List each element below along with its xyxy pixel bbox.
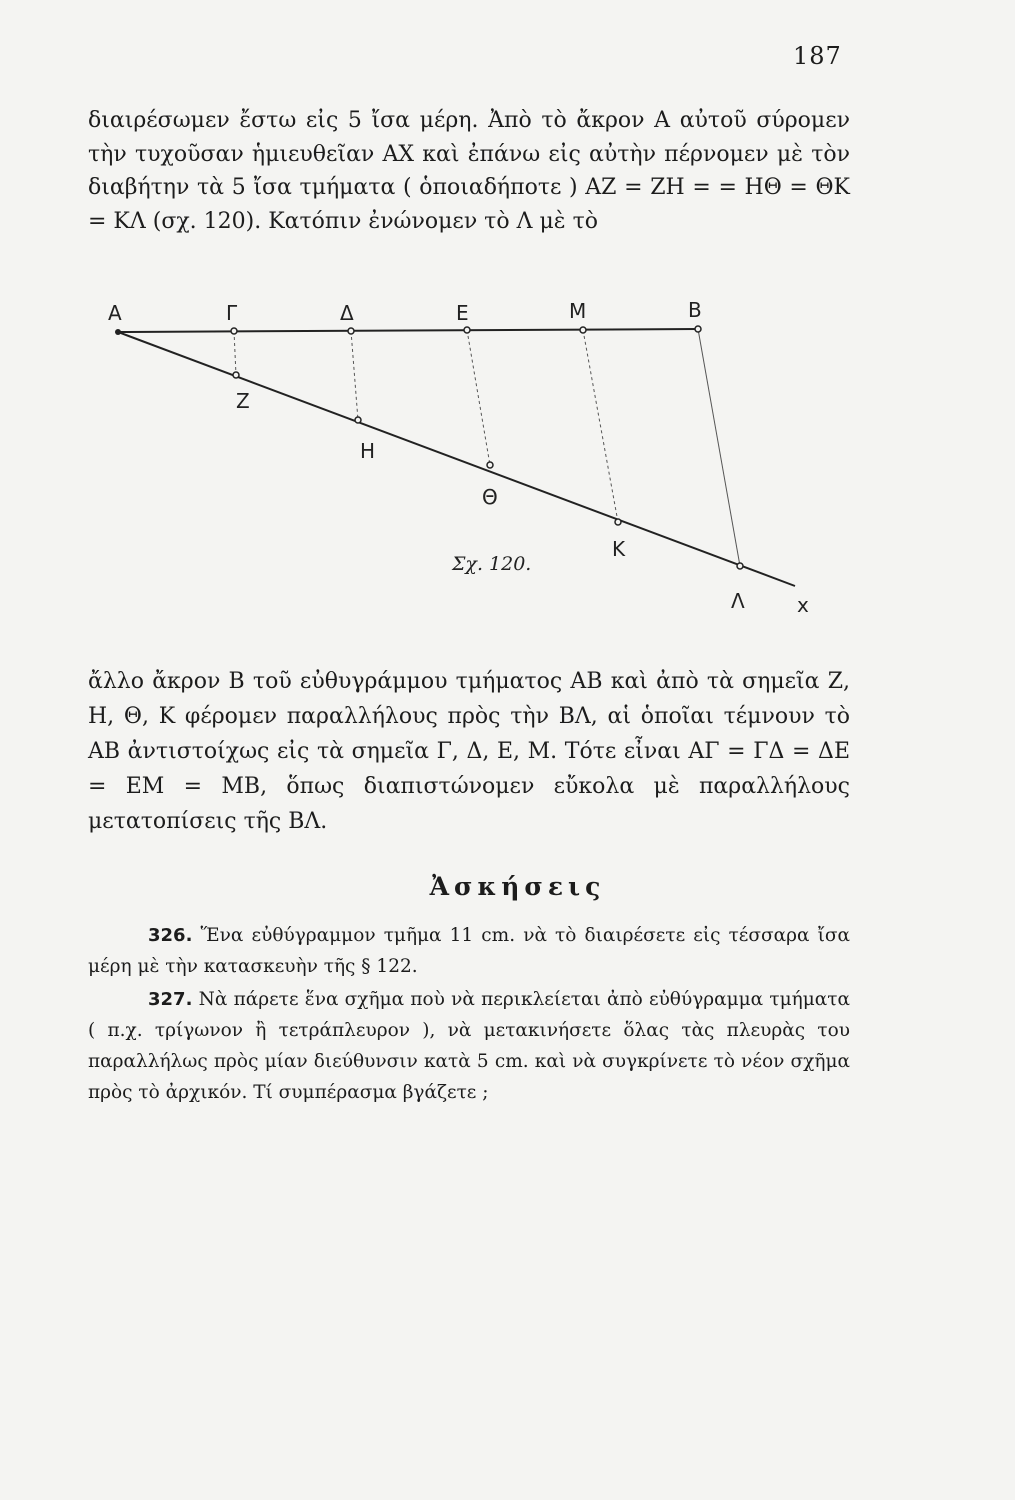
point-a <box>115 329 121 335</box>
exercise-text: Ἕνα εὐθύγραμμον τμῆμα 11 cm. νὰ τὸ διαιρέσετε εἰς τέσσαρα ἴσα μέρη μὲ τὴν κατασκευὴν τῆς § 122. <box>88 925 850 977</box>
exercise-number: 326. <box>148 925 193 946</box>
figure-caption: Σχ. 120. <box>452 553 532 575</box>
parallel-line-zg <box>234 331 236 375</box>
point-e <box>464 327 470 333</box>
label-h: Η <box>360 439 376 463</box>
parallel-line-te <box>467 330 490 465</box>
exercise-item <box>88 920 850 982</box>
label-k: Κ <box>612 537 626 561</box>
ray-ax <box>118 332 795 586</box>
point-b <box>695 326 701 332</box>
label-m: Μ <box>569 299 587 323</box>
point-z <box>233 372 239 378</box>
label-b: Β <box>688 298 702 322</box>
exercise-number: 327. <box>148 989 193 1010</box>
label-e: Ε <box>456 301 469 325</box>
parallel-line-km <box>583 330 618 522</box>
segment-ab <box>118 329 698 332</box>
label-theta: Θ <box>482 485 498 509</box>
label-lambda: Λ <box>731 589 745 613</box>
page-number: 187 <box>793 42 842 70</box>
point-d <box>348 328 354 334</box>
figure-diagram <box>0 290 1015 630</box>
after-paragraph <box>88 664 850 839</box>
label-d: Δ <box>340 301 354 325</box>
label-a: Α <box>108 301 122 325</box>
point-h <box>355 417 361 423</box>
point-theta <box>487 462 493 468</box>
exercises-heading: Ἀσκήσεις <box>429 872 606 901</box>
figure-120 <box>0 290 1015 630</box>
line-b-lambda <box>698 329 740 566</box>
intro-paragraph <box>88 104 850 238</box>
exercise-item <box>88 984 850 1108</box>
label-x: x <box>797 593 809 617</box>
label-g: Γ <box>226 301 238 325</box>
label-z: Ζ <box>236 389 250 413</box>
intro-text: διαιρέσωμεν ἔστω εἰς 5 ἴσα μέρη. Ἀπὸ τὸ ἄκρον Α αὐτοῦ σύρομεν τὴν τυχοῦσαν ἡμιευθεῖαν ΑΧ καὶ ἐπάνω εἰς αὐτὴν πέρνομεν μὲ τὸν διαβήτην τὰ 5 ἴσα τμήματα ( ὁποιαδήποτε ) ΑΖ = ΖΗ = = ΗΘ = ΘΚ = ΚΛ (σχ. 120). Κατόπιν ἐνώνομεν τὸ Λ μὲ τὸ <box>88 108 850 234</box>
point-k <box>615 519 621 525</box>
parallel-line-hd <box>351 331 358 420</box>
point-lambda <box>737 563 743 569</box>
point-g <box>231 328 237 334</box>
point-m <box>580 327 586 333</box>
after-text: ἄλλο ἄκρον Β τοῦ εὐθυγράμμου τμήματος ΑΒ καὶ ἀπὸ τὰ σημεῖα Ζ, Η, Θ, Κ φέρομεν παραλλήλους πρὸς τὴν ΒΛ, αἱ ὁποῖαι τέμνουν τὸ ΑΒ ἀντιστοίχως εἰς τὰ σημεῖα Γ, Δ, Ε, Μ. Τότε εἶναι ΑΓ = ΓΔ = ΔΕ = ΕΜ = ΜΒ, ὅπως διαπιστώνομεν εὔκολα μὲ παραλλήλους μετατοπίσεις τῆς ΒΛ. <box>88 669 850 834</box>
exercise-text: Νὰ πάρετε ἕνα σχῆμα ποὺ νὰ περικλείεται ἀπὸ εὐθύγραμμα τμήματα ( π.χ. τρίγωνον ἢ τετράπλευρον ), νὰ μετακινήσετε ὅλας τὰς πλευρὰς του παραλλήλως πρὸς μίαν διεύθυνσιν κατὰ 5 cm. καὶ νὰ συγκρίνετε τὸ νέον σχῆμα πρὸς τὸ ἀρχικόν. Τί συμπέρασμα βγάζετε ; <box>88 989 850 1103</box>
exercises-list <box>88 920 850 1110</box>
